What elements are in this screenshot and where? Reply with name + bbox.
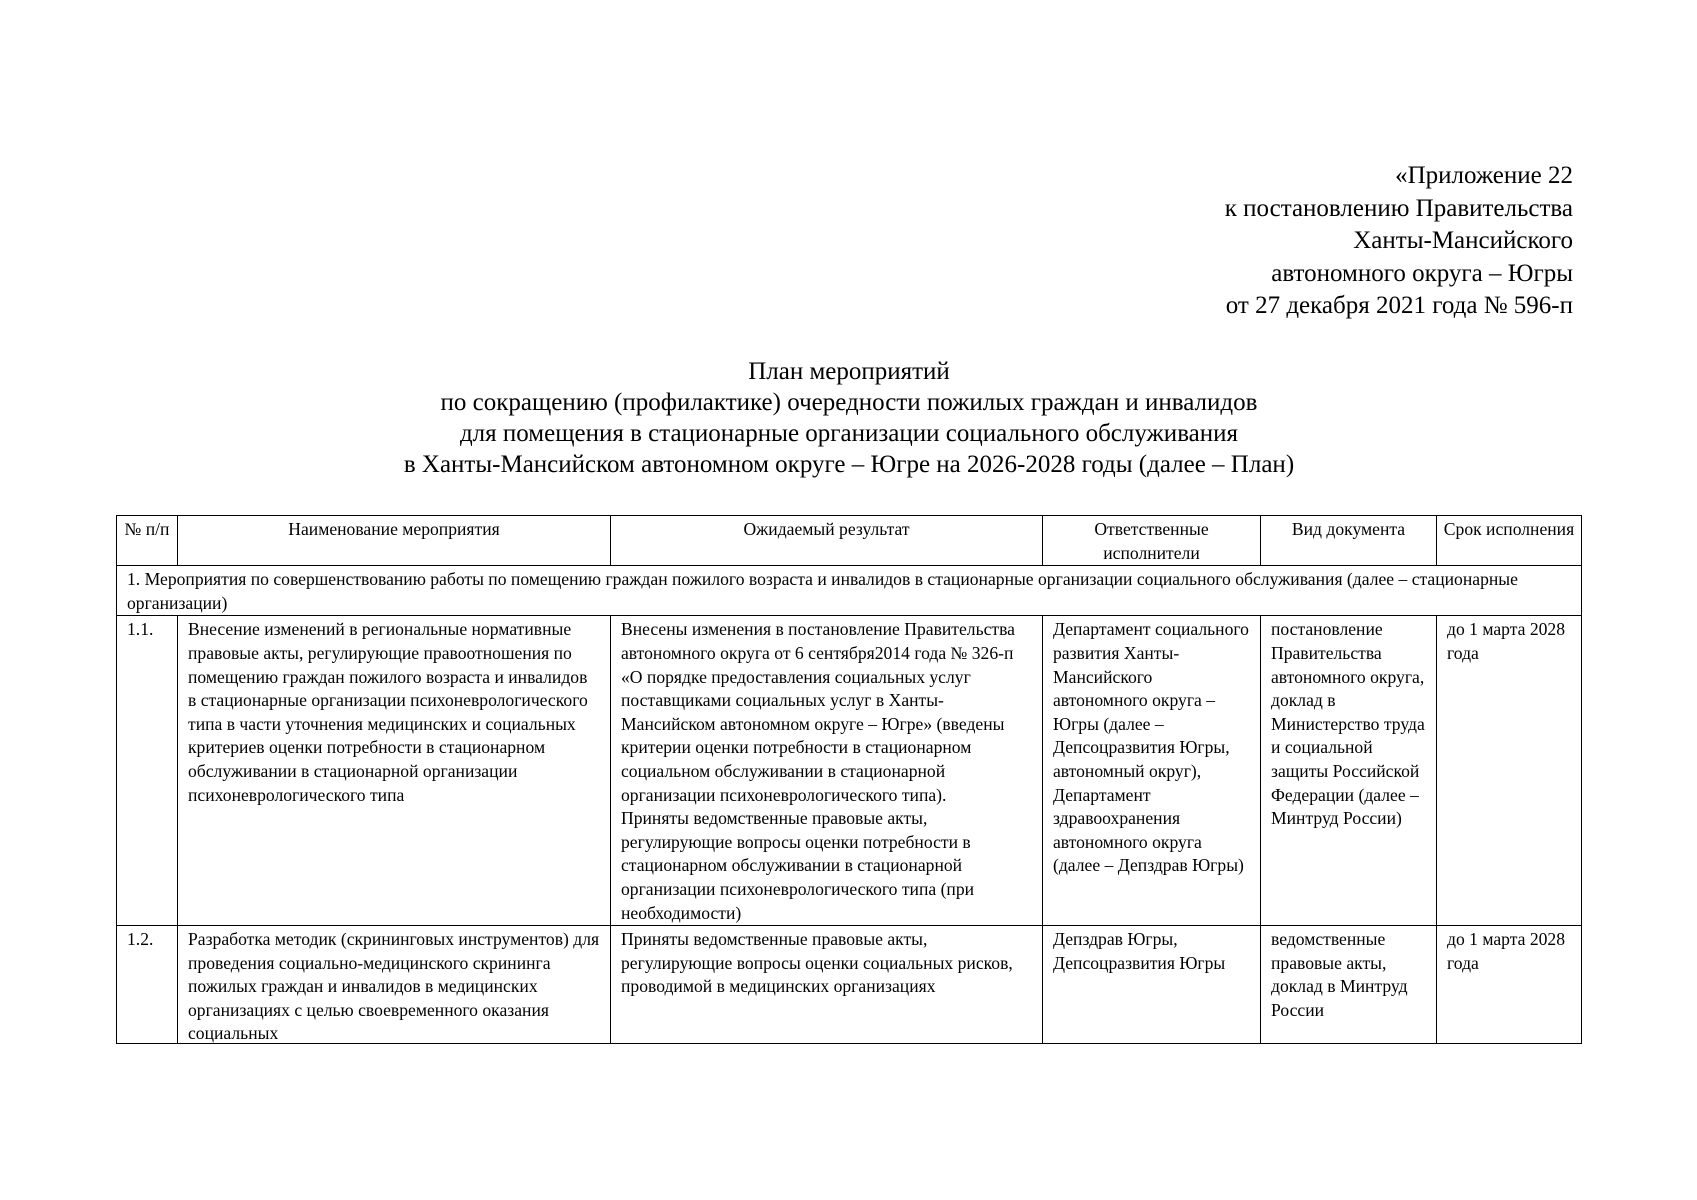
- row-executors: [1043, 926, 1261, 1044]
- appendix-line: от 27 декабря 2021 года № 596-п: [1225, 292, 1573, 319]
- table-header-row: [117, 516, 1582, 566]
- section-row: [117, 566, 1582, 616]
- row-result-text: Внесены изменения в постановление Правительства автономного округа от 6 сентября2014 года № 326-п «О порядке предоставления социальных услуг поставщиками социальных услуг в Ханты-Мансийском автономном округе – Югре» (введены критерии оценки потребности в стационарном социальном обслуживании в стационарной организации психоневрологического типа).: [621, 619, 1015, 805]
- row-name-text: Разработка методик (скрининговых инструментов) для проведения социально-медицинского скрининга пожилых граждан и инвалидов в медицинских организациях с целью своевременного оказания социальных: [188, 929, 600, 1044]
- row-deadline-text: до 1 марта 2028 года: [1447, 929, 1566, 973]
- row-result-text: Приняты ведомственные правовые акты, регулирующие вопросы оценки социальных рисков, проводимой в медицинских организациях: [621, 929, 1013, 997]
- row-executors-text: Депздрав Югры, Депсоцразвития Югры: [1053, 929, 1226, 973]
- title-line: в Ханты-Мансийском автономном округе – Югре на 2026-2028 годы (далее – План): [403, 451, 1295, 478]
- title-line: План мероприятий: [748, 358, 950, 385]
- row-doc-type-text: ведомственные правовые акты, доклад в Минтруд России: [1271, 929, 1408, 1020]
- appendix-line: «Приложение 22: [1395, 162, 1573, 189]
- section-title: 1. Мероприятия по совершенствованию работы по помещению граждан пожилого возраста и инвалидов в стационарные организации социального обслуживания (далее – стационарные организации): [117, 566, 1582, 616]
- row-num-text: 1.2.: [127, 929, 154, 950]
- plan-table: [116, 515, 1582, 1044]
- row-name: Внесение изменений в региональные нормативные правовые акты, регулирующие правоотношения по помещению граждан пожилого возраста и инвалидов в стационарные организации психоневрологического типа в части уточнения медицинских и социальных критериев оценки потребности в стационарном обслуживании в стационарной организации психоневрологического типа: [178, 616, 611, 926]
- header-result: Ожидаемый результат: [611, 516, 1043, 566]
- row-doc-type: [1261, 926, 1437, 1044]
- row-result-text-2: Приняты ведомственные правовые акты, регулирующие вопросы оценки потребности в стационарном обслуживании в стационарной организации психоневрологического типа (при необходимости): [621, 808, 975, 923]
- row-doc-type: постановление Правительства автономного округа, доклад в Министерство труда и социальной защиты Российской Федерации (далее – Минтруд России): [1261, 616, 1437, 926]
- document-title: [117, 356, 1581, 480]
- appendix-line: автономного округа – Югры: [1271, 259, 1573, 287]
- table-row: [117, 926, 1582, 1044]
- table-row: [117, 616, 1582, 926]
- header-deadline: Срок исполнения: [1437, 516, 1582, 566]
- appendix-line: к постановлению Правительства: [1224, 194, 1573, 222]
- row-num: 1.1.: [117, 616, 178, 926]
- row-deadline: до 1 марта 2028 года: [1437, 616, 1582, 926]
- title-line: для помещения в стационарные организации социального обслуживания: [459, 420, 1239, 447]
- appendix-line: Ханты-Мансийского: [1353, 227, 1573, 254]
- header-name: Наименование мероприятия: [178, 516, 611, 566]
- header-num: № п/п: [117, 516, 178, 566]
- header-doc-type: Вид документа: [1261, 516, 1437, 566]
- row-executors: Департамент социального развития Ханты-Мансийского автономного округа – Югры (далее – Депсоцразвития Югры, автономный округ), Департамент здравоохранения автономного округа (далее – Депздрав Югры): [1043, 616, 1261, 926]
- row-result: [611, 926, 1043, 1044]
- row-name: [178, 926, 611, 1044]
- row-deadline: [1437, 926, 1582, 1044]
- header-executors: Ответственные исполнители: [1043, 516, 1261, 566]
- row-num: [117, 926, 178, 1044]
- row-result: [611, 616, 1043, 926]
- appendix-header: [873, 160, 1573, 323]
- title-line: по сокращению (профилактике) очередности пожилых граждан и инвалидов: [440, 389, 1258, 416]
